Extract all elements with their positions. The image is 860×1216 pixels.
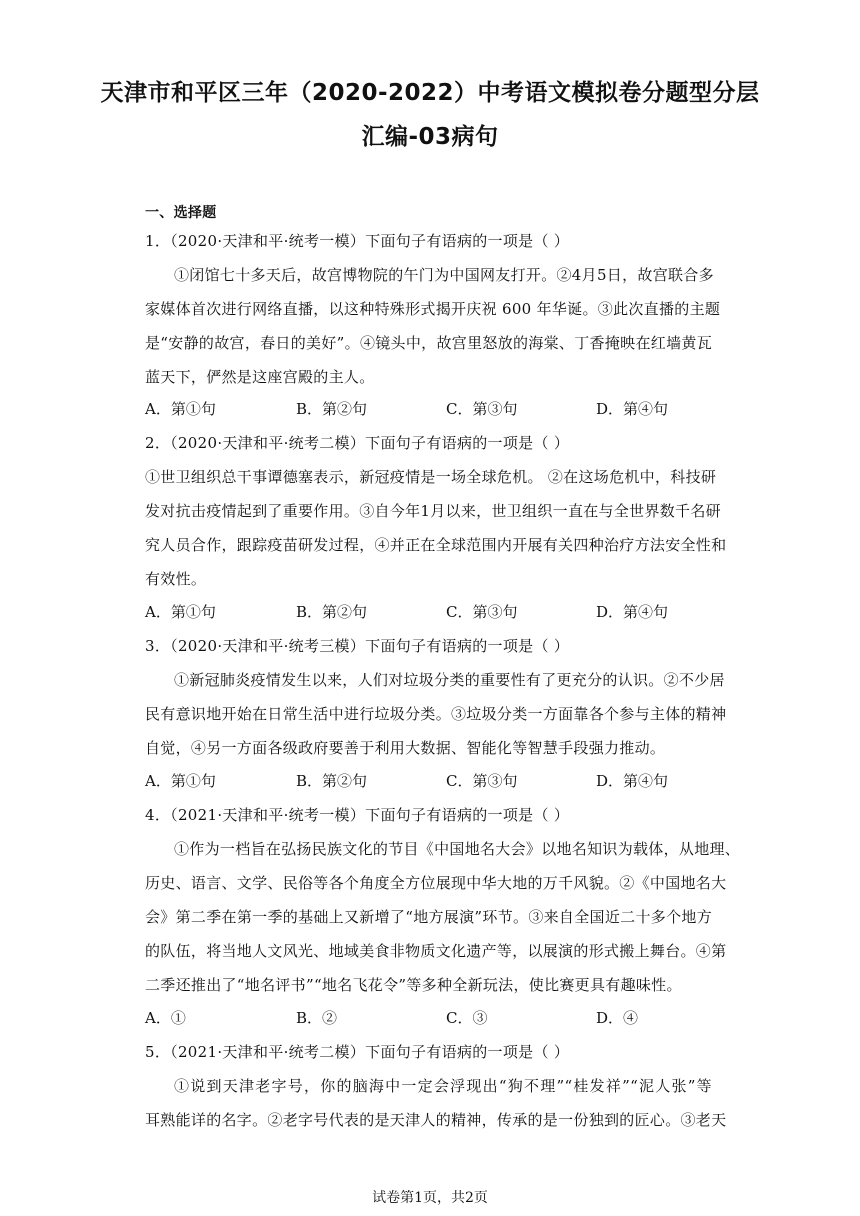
question-3-line: 民有意识地开始在日常生活中进行垃圾分类。③垃圾分类一方面靠各个参与主体的精神 xyxy=(145,705,727,723)
question-1-line: 家媒体首次进行网络直播，以这种特殊形式揭开庆祝 600 年华诞。③此次直播的主题 xyxy=(145,300,721,318)
question-3-option-d[interactable]: D．第④句 xyxy=(596,772,669,790)
question-1-option-d[interactable]: D．第④句 xyxy=(596,400,669,418)
question-5-stem: 5．（2021·天津和平·统考二模）下面句子有语病的一项是（ ） xyxy=(145,1043,570,1061)
question-4-line: 会》第二季在第一季的基础上又新增了“地方展演”环节。③来自全国近二十多个地方 xyxy=(145,908,712,926)
question-4-line: ①作为一档旨在弘扬民族文化的节目《中国地名大会》以地名知识为载体，从地理、 xyxy=(174,840,741,858)
question-3-option-c[interactable]: C．第③句 xyxy=(446,772,518,790)
question-2-option-a[interactable]: A．第①句 xyxy=(145,603,216,621)
question-1-stem: 1．（2020·天津和平·统考一模）下面句子有语病的一项是（ ） xyxy=(145,232,570,250)
question-2-option-b[interactable]: B．第②句 xyxy=(296,603,368,621)
question-5-line: 耳熟能详的名字。②老字号代表的是天津人的精神，传承的是一份独到的匠心。③老天 xyxy=(145,1111,727,1129)
question-4-option-b[interactable]: B．② xyxy=(296,1009,338,1027)
question-1-line: ①闭馆七十多天后，故宫博物院的午门为中国网友打开。②4月5日，故宫联合多 xyxy=(174,266,714,284)
question-3-option-b[interactable]: B．第②句 xyxy=(296,772,368,790)
question-4-line: 二季还推出了“地名评书”“地名飞花令”等多种全新玩法，使比赛更具有趣味性。 xyxy=(145,976,682,994)
question-3-stem: 3．（2020·天津和平·统考三模）下面句子有语病的一项是（ ） xyxy=(145,637,570,655)
question-2-line: 有效性。 xyxy=(145,570,207,588)
document-title-line-2: 汇编-03病句 xyxy=(361,124,499,150)
question-2-line: ①世卫组织总干事谭德塞表示，新冠疫情是一场全球危机。 ②在这场危机中，科技研 xyxy=(145,468,717,486)
section-heading: 一、选择题 xyxy=(145,205,217,221)
question-4-option-c[interactable]: C．③ xyxy=(446,1009,488,1027)
question-4-line: 的队伍，将当地人文风光、地域美食非物质文化遗产等，以展演的形式搬上舞台。④第 xyxy=(145,942,727,960)
document-title-line-1: 天津市和平区三年（2020-2022）中考语文模拟卷分题型分层 xyxy=(100,80,760,106)
question-4-line: 历史、语言、文学、民俗等各个角度全方位展现中华大地的万千风貌。②《中国地名大 xyxy=(145,874,727,892)
question-2-stem: 2．（2020·天津和平·统考二模）下面句子有语病的一项是（ ） xyxy=(145,434,570,452)
question-3-line: 自觉，④另一方面各级政府要善于利用大数据、智能化等智慧手段强力推动。 xyxy=(145,739,666,757)
question-3-option-a[interactable]: A．第①句 xyxy=(145,772,216,790)
question-4-stem: 4．（2021·天津和平·统考一模）下面句子有语病的一项是（ ） xyxy=(145,806,570,824)
question-5-line: ①说到天津老字号，你的脑海中一定会浮现出“狗不理”“桂发祥”“泥人张”等 xyxy=(174,1077,712,1095)
question-1-option-c[interactable]: C．第③句 xyxy=(446,400,518,418)
question-3-line: ①新冠肺炎疫情发生以来，人们对垃圾分类的重要性有了更充分的认识。②不少居 xyxy=(174,671,725,689)
question-4-option-a[interactable]: A．① xyxy=(145,1009,186,1027)
question-1-line: 是“安静的故宫，春日的美好”。④镜头中，故宫里怒放的海棠、丁香掩映在红墙黄瓦 xyxy=(145,334,712,352)
question-2-option-d[interactable]: D．第④句 xyxy=(596,603,669,621)
question-1-option-a[interactable]: A．第①句 xyxy=(145,400,216,418)
question-2-line: 发对抗击疫情起到了重要作用。③自今年1月以来，世卫组织一直在与全世界数千名研 xyxy=(145,502,721,520)
question-4-option-d[interactable]: D．④ xyxy=(596,1009,639,1027)
question-2-line: 究人员合作，跟踪疫苗研发过程，④并正在全球范围内开展有关四种治疗方法安全性和 xyxy=(145,536,727,554)
question-2-option-c[interactable]: C．第③句 xyxy=(446,603,518,621)
question-1-option-b[interactable]: B．第②句 xyxy=(296,400,368,418)
page-footer: 试卷第1页，共2页 xyxy=(372,1190,488,1206)
question-1-line: 蓝天下，俨然是这座宫殿的主人。 xyxy=(145,368,375,386)
